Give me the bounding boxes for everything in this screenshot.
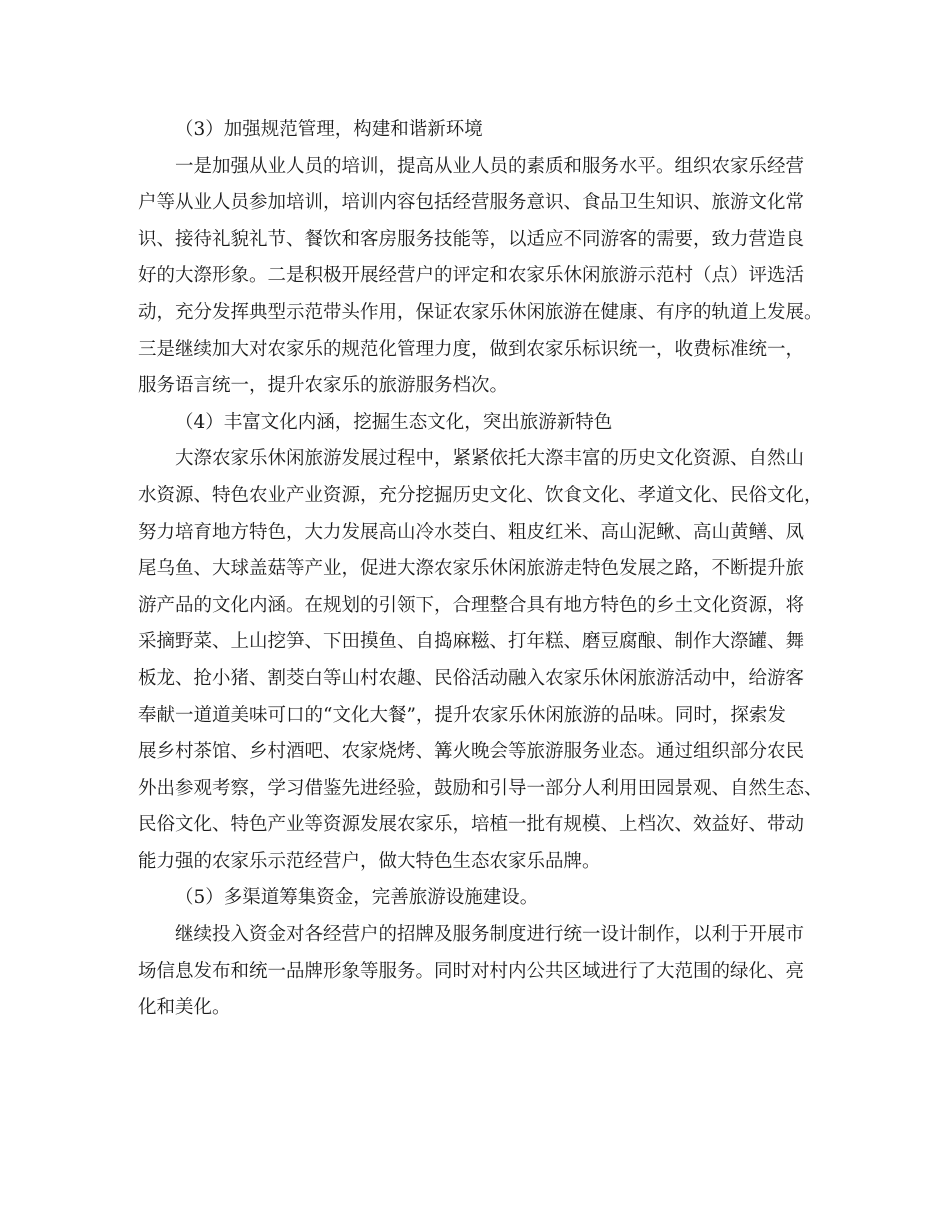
paragraph-line: 尾乌鱼、大球盖菇等产业，促进大漈农家乐休闲旅游走特色发展之路，不断提升旅 xyxy=(138,558,805,580)
paragraph-line: 服务语言统一，提升农家乐的旅游服务档次。 xyxy=(138,375,509,397)
paragraph-line: 继续投入资金对各经营户的招牌及服务制度进行统一设计制作，以利于开展市 xyxy=(175,924,805,946)
paragraph-line: 水资源、特色农业产业资源，充分挖掘历史文化、饮食文化、孝道文化、民俗文化， xyxy=(138,484,823,506)
paragraph-line: 板龙、抢小猪、割茭白等山村农趣、民俗活动融入农家乐休闲旅游活动中，给游客 xyxy=(138,667,805,689)
paragraph-line: 三是继续加大对农家乐的规范化管理力度，做到农家乐标识统一，收费标准统一， xyxy=(138,338,805,360)
paragraph-line: 展乡村茶馆、乡村酒吧、农家烧烤、篝火晚会等旅游服务业态。通过组织部分农民 xyxy=(138,741,805,763)
paragraph-line: 动，充分发挥典型示范带头作用，保证农家乐休闲旅游在健康、有序的轨道上发展。 xyxy=(138,301,823,323)
paragraph-line: 外出参观考察，学习借鉴先进经验，鼓励和引导一部分人利用田园景观、自然生态、 xyxy=(138,777,823,799)
section-heading-4: （4）丰富文化内涵，挖掘生态文化，突出旅游新特色 xyxy=(175,411,613,433)
paragraph-line: 一是加强从业人员的培训，提高从业人员的素质和服务水平。组织农家乐经营 xyxy=(175,155,805,177)
paragraph-line: 好的大漈形象。二是积极开展经营户的评定和农家乐休闲旅游示范村（点）评选活 xyxy=(138,265,805,287)
section-heading-5: （5）多渠道筹集资金，完善旅游设施建设。 xyxy=(175,887,539,909)
paragraph-line: 奉献一道道美味可口的“文化大餐”，提升农家乐休闲旅游的品味。同时，探索发 xyxy=(138,704,786,726)
paragraph-line: 户等从业人员参加培训，培训内容包括经营服务意识、食品卫生知识、旅游文化常 xyxy=(138,192,805,214)
paragraph-line: 识、接待礼貌礼节、餐饮和客房服务技能等，以适应不同游客的需要，致力营造良 xyxy=(138,228,805,250)
paragraph-line: 民俗文化、特色产业等资源发展农家乐，培植一批有规模、上档次、效益好、带动 xyxy=(138,814,805,836)
section-body-4 xyxy=(138,441,828,880)
paragraph-line: 游产品的文化内涵。在规划的引领下，合理整合具有地方特色的乡土文化资源，将 xyxy=(138,594,805,616)
paragraph-line: 场信息发布和统一品牌形象等服务。同时对村内公共区域进行了大范围的绿化、亮 xyxy=(138,960,805,982)
section-body-5 xyxy=(138,917,828,1027)
paragraph-line: 努力培育地方特色，大力发展高山冷水茭白、粗皮红米、高山泥鳅、高山黄鳝、凤 xyxy=(138,521,805,543)
section-body-3 xyxy=(138,149,828,405)
paragraph-line: 化和美化。 xyxy=(138,997,231,1019)
paragraph-line: 采摘野菜、上山挖笋、下田摸鱼、自捣麻糍、打年糕、磨豆腐酿、制作大漈罐、舞 xyxy=(138,631,805,653)
document-page xyxy=(138,112,828,1027)
paragraph-line: 能力强的农家乐示范经营户，做大特色生态农家乐品牌。 xyxy=(138,850,601,872)
section-heading-3: （3）加强规范管理，构建和谐新环境 xyxy=(175,119,483,140)
paragraph-line: 大漈农家乐休闲旅游发展过程中，紧紧依托大漈丰富的历史文化资源、自然山 xyxy=(175,448,805,470)
